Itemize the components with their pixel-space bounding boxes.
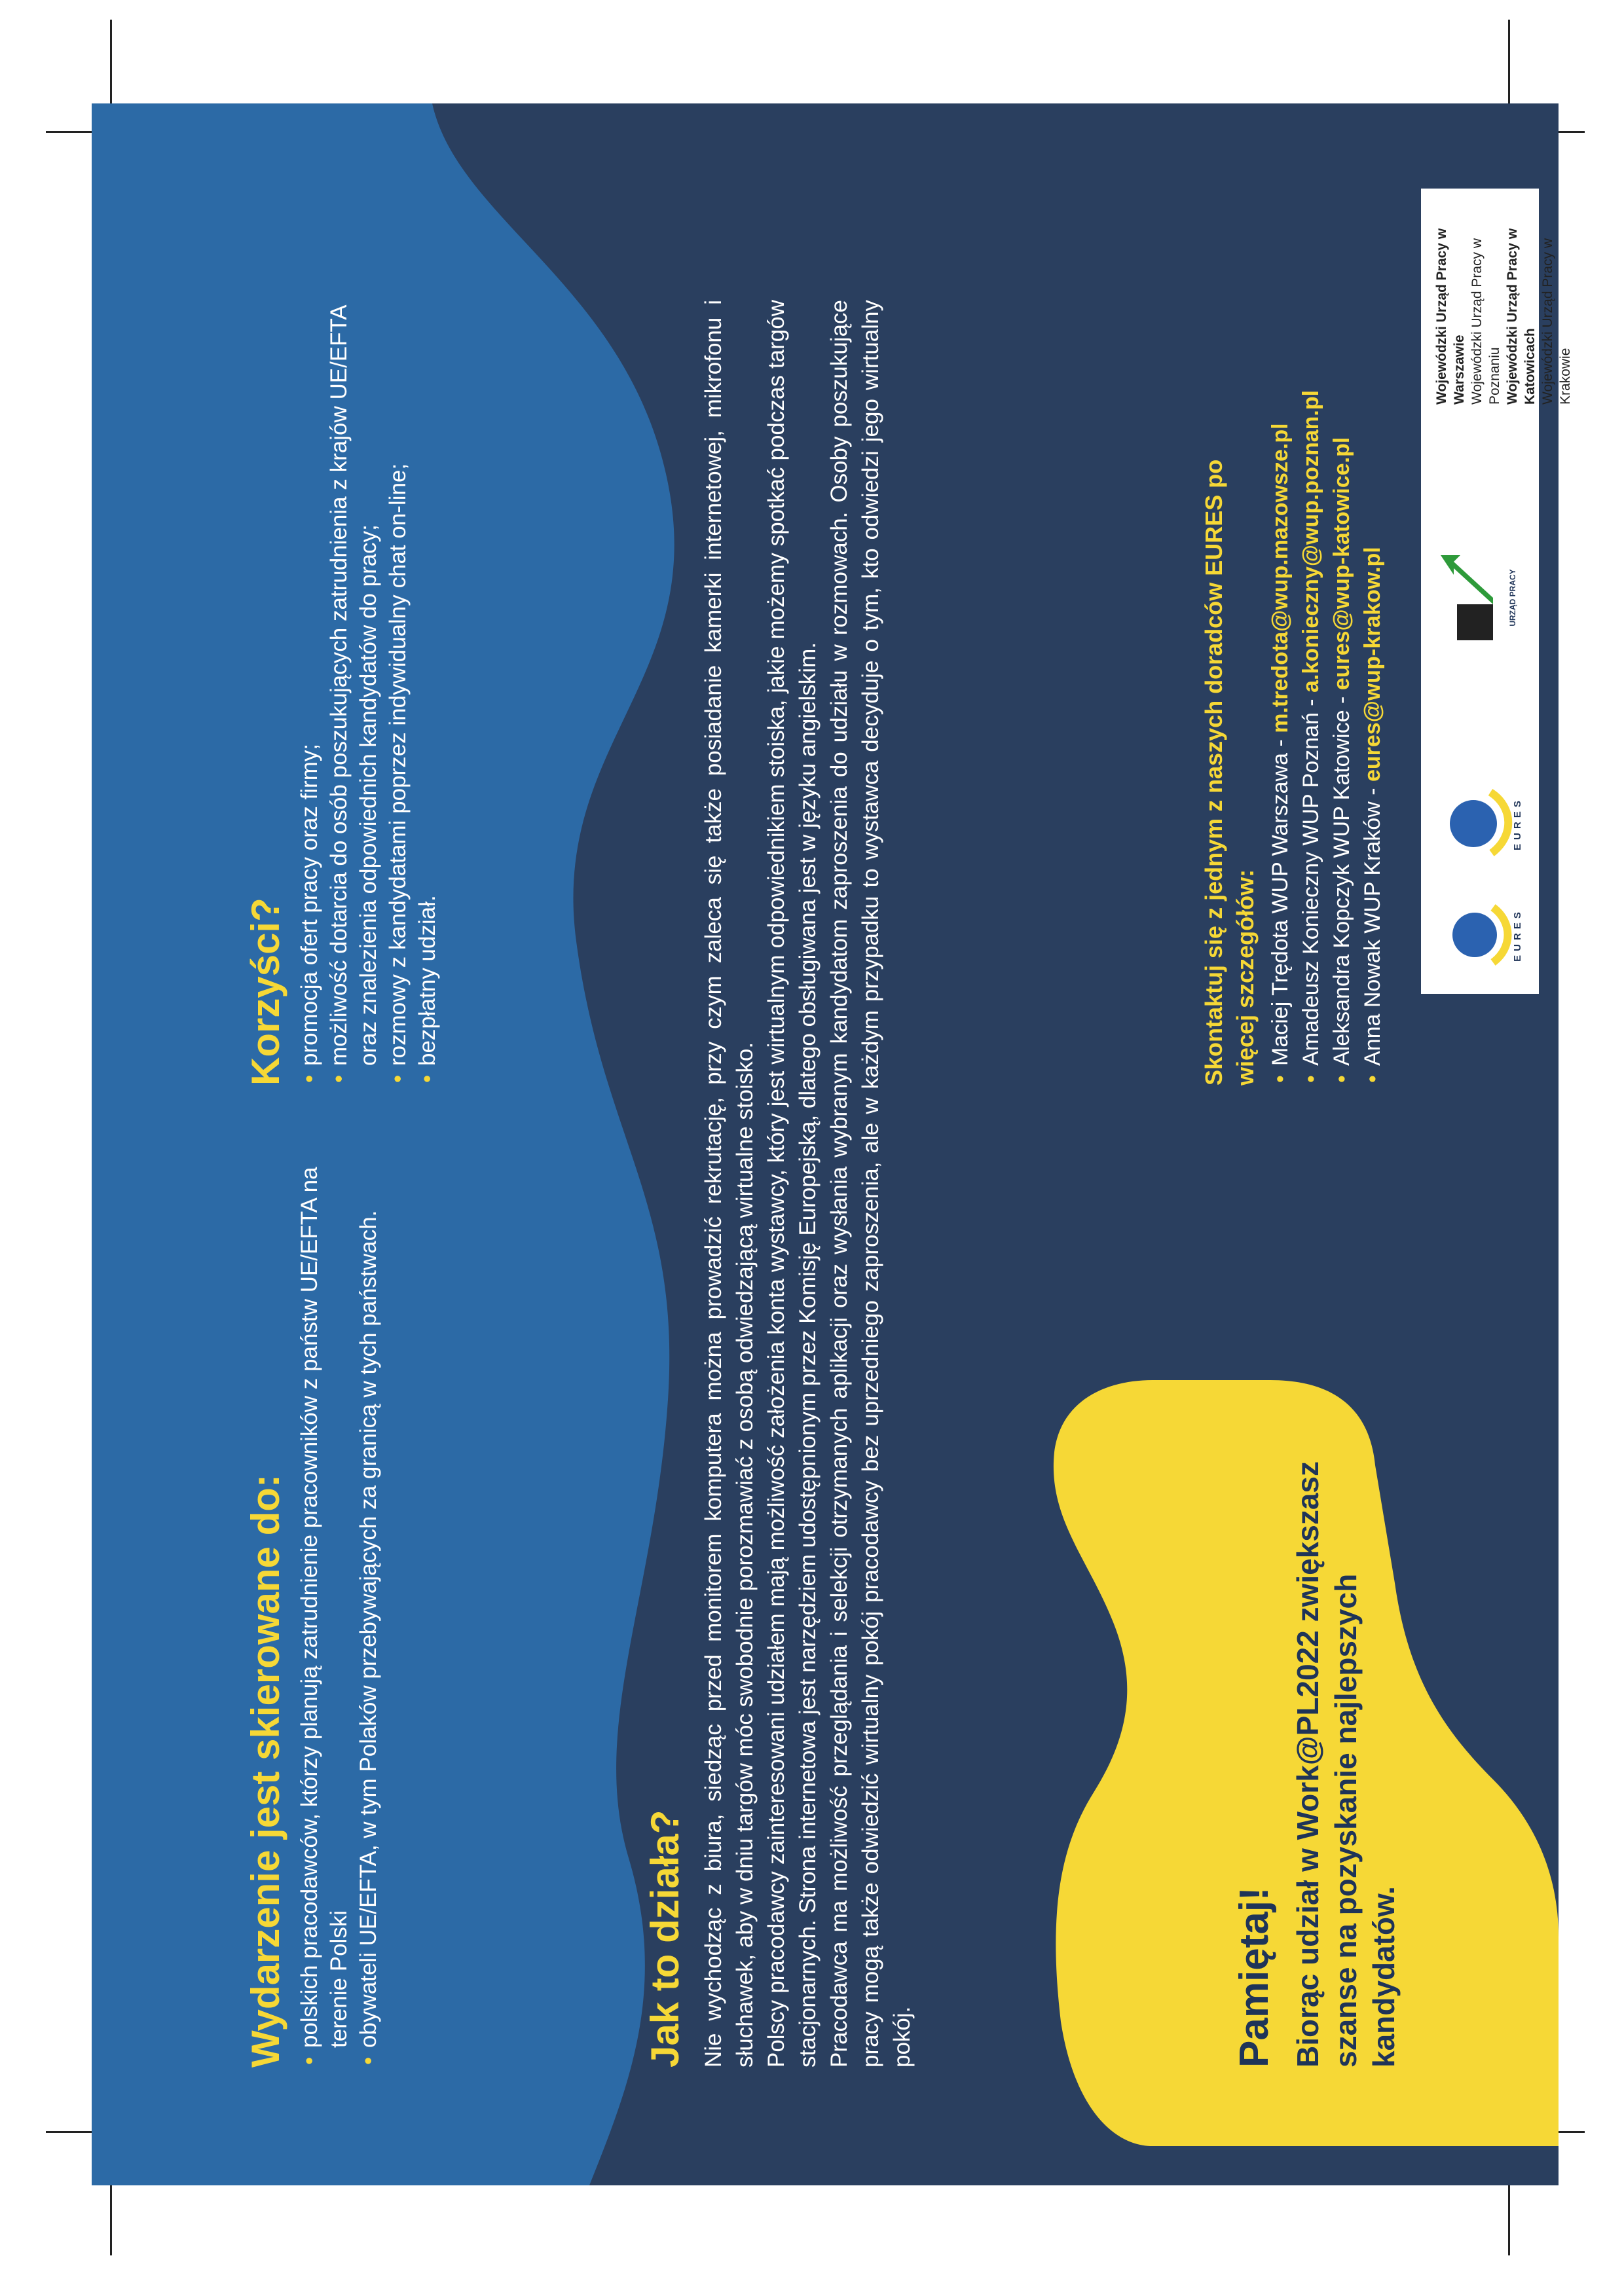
adviser-email[interactable]: a.konieczny@wup.poznan.pl [1299, 390, 1323, 693]
logos-strip [1421, 189, 1573, 994]
list-item: • bezpłatny udział. [413, 267, 442, 1085]
flyer-content [92, 103, 1573, 2185]
crop-mark [110, 20, 112, 108]
list-item: • polskich pracodawców, którzy planują zatrudnienie pracowników z państw UE/EFTA na terenie Polski [295, 1118, 354, 2068]
how-heading: Jak to działa? [643, 1810, 687, 2068]
remember-text: Biorąc udział w Work@PL2022 zwiększasz szanse na pozyskanie najlepszych kandydatów. [1291, 1461, 1401, 2068]
benefits-section [242, 267, 442, 1085]
list-item: • obywateli UE/EFTA, w tym Polaków przebywających za granicą w tych państwach. [354, 1118, 383, 2068]
remember-section [1231, 1413, 1403, 2068]
adviser-name: Aleksandra Kopczyk WUP Katowice - [1329, 690, 1354, 1066]
benefits-list [295, 267, 442, 1085]
institution-name: Wojewódzki Urząd Pracy w Katowicach [1505, 228, 1538, 405]
adviser-item [1327, 169, 1357, 1085]
adviser-email[interactable]: eures@wup-krakow.pl [1360, 547, 1385, 782]
eures-logo [1434, 889, 1526, 981]
crop-mark [1508, 20, 1510, 108]
adviser-item [1296, 169, 1327, 1085]
adviser-name: Anna Nowak WUP Kraków - [1360, 782, 1385, 1066]
advisers-list [1265, 169, 1388, 1085]
flyer-page [92, 103, 1573, 2185]
audience-list [295, 1118, 383, 2068]
benefits-heading: Korzyści? [244, 898, 287, 1085]
contact-heading: Skontaktuj się z jednym z naszych doradców EURES po więcej szczegółów: [1200, 459, 1259, 1085]
list-item: • możliwość dotarcia do osób poszukujących zatrudnienia z krajów UE/EFTA oraz znalezienia odpowiednich kandydatów do pracy; [324, 267, 383, 1085]
remember-title: Pamiętaj! [1232, 1887, 1277, 2068]
how-paragraph: Nie wychodząc z biura, siedząc przed monitorem komputera można prowadzić rekrutację, przy czym zaleca się także posiadanie kamerki internetowej, mikrofonu i słuchawek, aby w dniu targów móc swobodnie porozmawiać z osobą odwiedzającą wirtualne stoisko. [701, 300, 758, 2068]
eures-logo [1434, 778, 1526, 869]
labour-office-logo-icon [1434, 542, 1506, 653]
how-it-works-section [642, 300, 918, 2068]
how-paragraph: Pracodawca ma możliwość przeglądania i selekcji otrzymanych aplikacji oraz wysłania wybranym kandydatom zaproszenia do udziału w rozmowach. Osoby poszukujące pracy mogą także odwiedzić wirtualny pokój pracodawcy bez uprzedniego zaproszenia, ale w każdym przypadku to wystawca decyduje o tym, kto odwiedzi jego wirtualny pokój. [826, 300, 915, 2068]
labour-office-caption: URZĄD PRACY [1508, 569, 1517, 627]
eures-word: EURES [1512, 797, 1523, 850]
audience-heading: Wydarzenie jest skierowane do: [244, 1474, 287, 2068]
institution-name: Wojewódzki Urząd Pracy w Warszawie [1434, 228, 1467, 405]
contact-section [1198, 169, 1388, 1085]
audience-section [242, 1118, 383, 2068]
adviser-email[interactable]: m.tredota@wup.mazowsze.pl [1268, 423, 1293, 733]
institution-name: Wojewódzki Urząd Pracy w Krakowie [1540, 238, 1573, 405]
adviser-name: Amadeusz Konieczny WUP Poznań - [1299, 692, 1323, 1066]
adviser-name: Maciej Trędota WUP Warszawa - [1268, 733, 1293, 1066]
list-item: • promocja ofert pracy oraz firmy; [295, 267, 324, 1085]
how-paragraph: Polscy pracodawcy zainteresowani udziałem mają możliwość założenia konta wystawcy, który jest wirtualnym odpowiednikiem stoiska, jakie możemy spotkać podczas targów stacjonarnych. Strona internetowa jest narzędziem udostępnionym przez Komisję Europejską, dlatego obsługiwana jest w języku angielskim. [764, 300, 821, 2068]
institution-name: Wojewódzki Urząd Pracy w Poznaniu [1469, 238, 1502, 405]
eures-word: EURES [1512, 908, 1523, 962]
adviser-email[interactable]: eures@wup-katowice.pl [1329, 437, 1354, 691]
adviser-item [1265, 169, 1296, 1085]
list-item: • rozmowy z kandydatami poprzez indywidualny chat on-line; [383, 267, 413, 1085]
institutions-list [1433, 189, 1574, 405]
labour-office-logo [1434, 542, 1526, 653]
adviser-item [1357, 169, 1388, 1085]
